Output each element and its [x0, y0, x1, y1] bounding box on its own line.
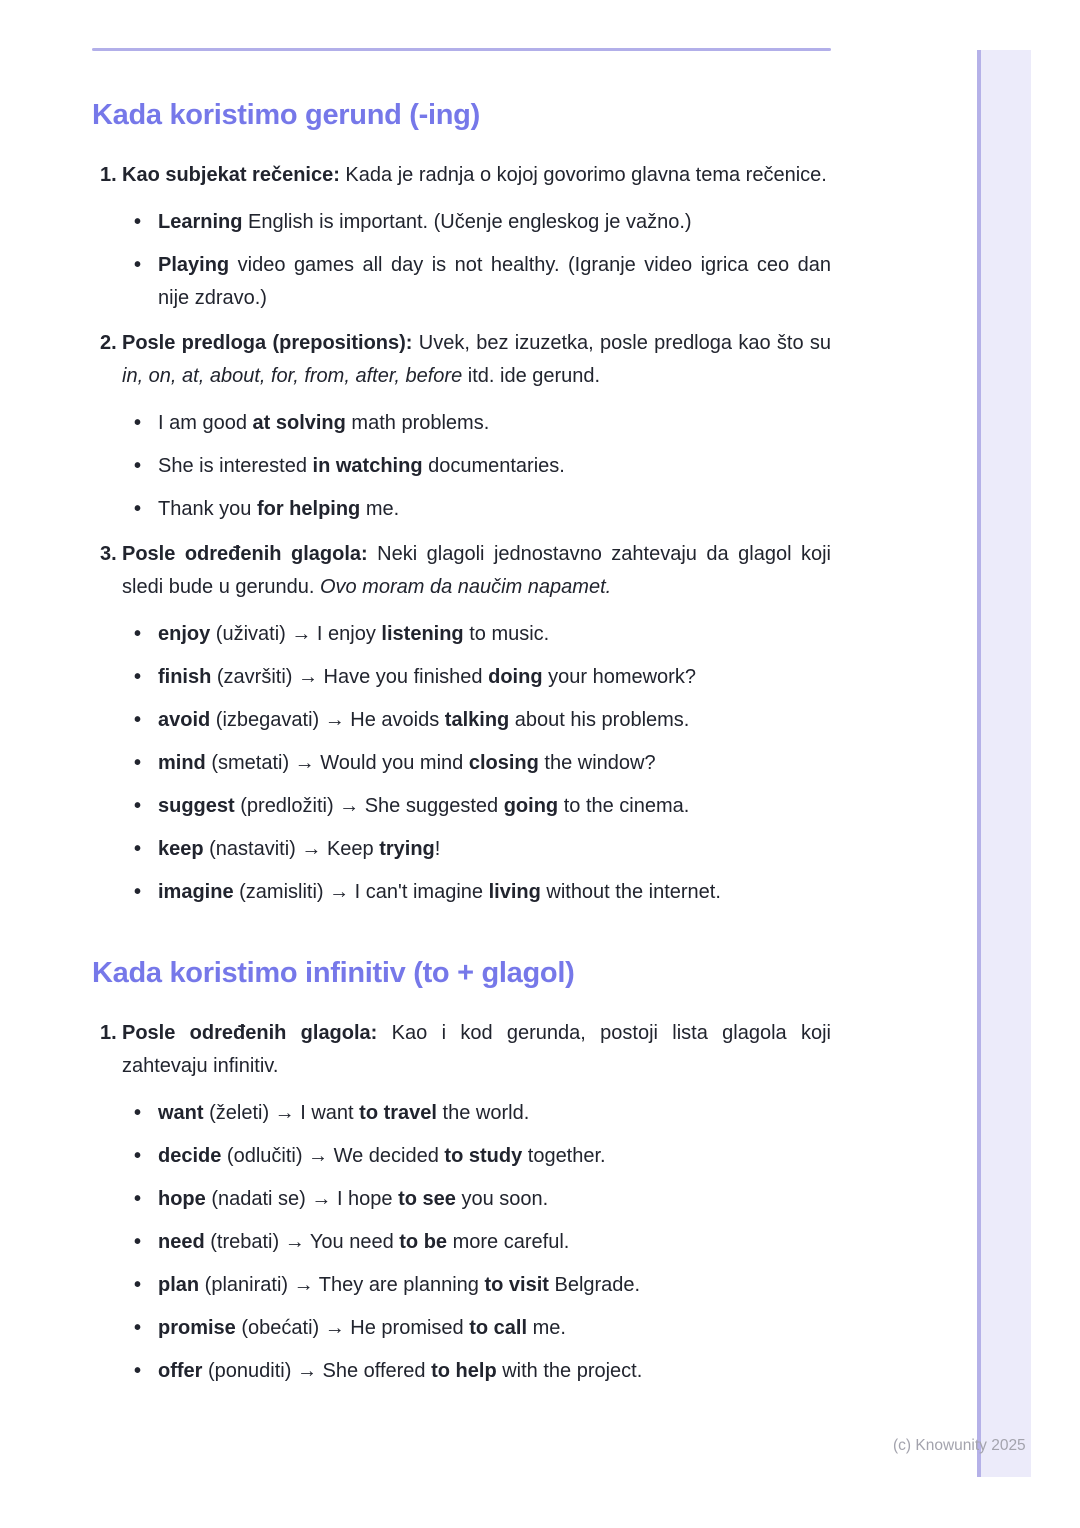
bullet-item — [122, 493, 831, 526]
text-run: imagine — [158, 881, 234, 903]
item-number: 1. — [100, 1022, 117, 1044]
text-run: (obećati) → He promised — [235, 1317, 470, 1339]
bullet-item — [122, 1355, 831, 1388]
text-run: to call — [469, 1317, 528, 1339]
bullet-item — [122, 407, 831, 440]
text-run: math problems. — [345, 412, 490, 434]
section — [92, 955, 831, 1388]
item-paragraph — [122, 327, 831, 393]
numbered-item — [92, 1017, 831, 1388]
text-run: to visit — [484, 1274, 549, 1296]
text-run: at solving — [252, 412, 346, 434]
text-run: Ovo moram da naučim napamet. — [319, 576, 612, 598]
text-run: ! — [434, 838, 441, 860]
text-run: to the cinema. — [558, 795, 690, 817]
item-number: 1. — [100, 164, 117, 186]
bullet-list — [122, 407, 831, 526]
bullet-item — [122, 618, 831, 651]
bullet-item — [122, 1097, 831, 1130]
text-run: the world. — [436, 1102, 530, 1124]
bullet-item — [122, 790, 831, 823]
text-run: (uživati) → I enjoy — [210, 623, 382, 645]
text-run: want — [158, 1102, 204, 1124]
text-run: me. — [527, 1317, 566, 1339]
text-run: I am good — [158, 412, 253, 434]
text-run: listening — [381, 623, 464, 645]
section-title: Kada koristimo gerund (-ing) — [92, 99, 480, 131]
text-run: (zamisliti) → I can't imagine — [233, 881, 489, 903]
text-run: to music. — [463, 623, 550, 645]
text-run: with the project. — [496, 1360, 643, 1382]
text-run: (nadati se) → I hope — [205, 1188, 399, 1210]
text-run: (završiti) → Have you finished — [211, 666, 489, 688]
bullet-list — [122, 618, 831, 909]
item-paragraph — [122, 1017, 831, 1083]
text-run: keep — [158, 838, 204, 860]
text-run: Posle određenih glagola: — [122, 1022, 378, 1044]
text-run: Posle određenih glagola: — [122, 543, 368, 565]
text-run: mind — [158, 752, 206, 774]
text-run: promise — [158, 1317, 236, 1339]
text-run: Belgrade. — [548, 1274, 641, 1296]
text-run: She is interested — [158, 455, 313, 477]
text-run: decide — [158, 1145, 222, 1167]
text-run: Playing — [158, 254, 230, 276]
sections — [92, 97, 831, 1388]
top-divider — [92, 48, 831, 51]
bullet-item — [122, 1312, 831, 1345]
bullet-list — [122, 1097, 831, 1388]
text-run: Posle predloga (prepositions): — [122, 332, 413, 354]
bullet-list — [122, 206, 831, 315]
text-run: about his problems. — [509, 709, 690, 731]
watermark: (c) Knowunity 2025 — [893, 1437, 1026, 1454]
bullet-item — [122, 833, 831, 866]
item-paragraph — [122, 538, 831, 604]
text-run: doing — [488, 666, 543, 688]
text-run: hope — [158, 1188, 206, 1210]
text-run: without the internet. — [540, 881, 721, 903]
bullet-item — [122, 661, 831, 694]
text-run: you soon. — [455, 1188, 549, 1210]
text-run: the window? — [538, 752, 656, 774]
bullet-item — [122, 206, 831, 239]
bullet-item — [122, 1183, 831, 1216]
text-run: for helping — [256, 498, 361, 520]
bullet-item — [122, 450, 831, 483]
text-run: Uvek, bez izuzetka, posle predloga kao što su — [412, 332, 832, 354]
text-run: to travel — [359, 1102, 437, 1124]
text-run: avoid — [158, 709, 211, 731]
text-run: (smetati) → Would you mind — [205, 752, 469, 774]
text-run: closing — [468, 752, 539, 774]
bullet-item — [122, 876, 831, 909]
content — [92, 48, 831, 1400]
text-run: English is important. (Učenje engleskog je važno.) — [242, 211, 692, 233]
text-run: Neki glagoli jednostavno zahtevaju da glagol koji sledi bude u gerundu. — [122, 543, 832, 598]
text-run: to study — [444, 1145, 523, 1167]
text-run: Learning — [158, 211, 243, 233]
text-run: documentaries. — [422, 455, 565, 477]
item-paragraph — [122, 159, 831, 192]
text-run: more careful. — [447, 1231, 570, 1253]
item-number: 2. — [100, 332, 117, 354]
side-strip — [977, 50, 1031, 1477]
text-run: together. — [522, 1145, 606, 1167]
text-run: in, on, at, about, for, from, after, before — [122, 365, 463, 387]
text-run: (želeti) → I want — [203, 1102, 360, 1124]
text-run: (odlučiti) → We decided — [221, 1145, 445, 1167]
bullet-item — [122, 1269, 831, 1302]
text-run: Kao subjekat rečenice: — [122, 164, 340, 186]
text-run: Thank you — [158, 498, 257, 520]
text-run: to help — [431, 1360, 497, 1382]
text-run: me. — [360, 498, 400, 520]
text-run: your homework? — [542, 666, 696, 688]
text-run: talking — [444, 709, 510, 731]
text-run: (planirati) → They are planning — [199, 1274, 485, 1296]
text-run: going — [503, 795, 559, 817]
text-run: finish — [158, 666, 212, 688]
text-run: plan — [158, 1274, 200, 1296]
numbered-item — [92, 159, 831, 315]
text-run: enjoy — [158, 623, 211, 645]
text-run: (nastaviti) → Keep — [203, 838, 380, 860]
text-run: to see — [398, 1188, 456, 1210]
bullet-item — [122, 1226, 831, 1259]
text-run: Kada je radnja o kojoj govorimo glavna tema rečenice. — [339, 164, 827, 186]
text-run: living — [488, 881, 541, 903]
section-title: Kada koristimo infinitiv (to + glagol) — [92, 957, 575, 989]
text-run: in watching — [312, 455, 423, 477]
bullet-item — [122, 747, 831, 780]
text-run: (ponuditi) → She offered — [202, 1360, 432, 1382]
bullet-item — [122, 1140, 831, 1173]
text-run: (izbegavati) → He avoids — [210, 709, 445, 731]
numbered-item — [92, 327, 831, 526]
text-run: (predložiti) → She suggested — [234, 795, 504, 817]
text-run: video games all day is not healthy. (Igranje video igrica ceo dan nije zdravo.) — [158, 254, 831, 309]
text-run: trying — [379, 838, 435, 860]
text-run: to be — [399, 1231, 448, 1253]
section — [92, 97, 831, 909]
numbered-item — [92, 538, 831, 909]
text-run: need — [158, 1231, 205, 1253]
text-run: itd. ide gerund. — [462, 365, 601, 387]
text-run: suggest — [158, 795, 235, 817]
bullet-item — [122, 704, 831, 737]
item-number: 3. — [100, 543, 117, 565]
text-run: offer — [158, 1360, 203, 1382]
text-run: Kao i kod gerunda, postoji lista glagola koji zahtevaju infinitiv. — [122, 1022, 832, 1077]
text-run: (trebati) → You need — [204, 1231, 400, 1253]
bullet-item — [122, 249, 831, 315]
